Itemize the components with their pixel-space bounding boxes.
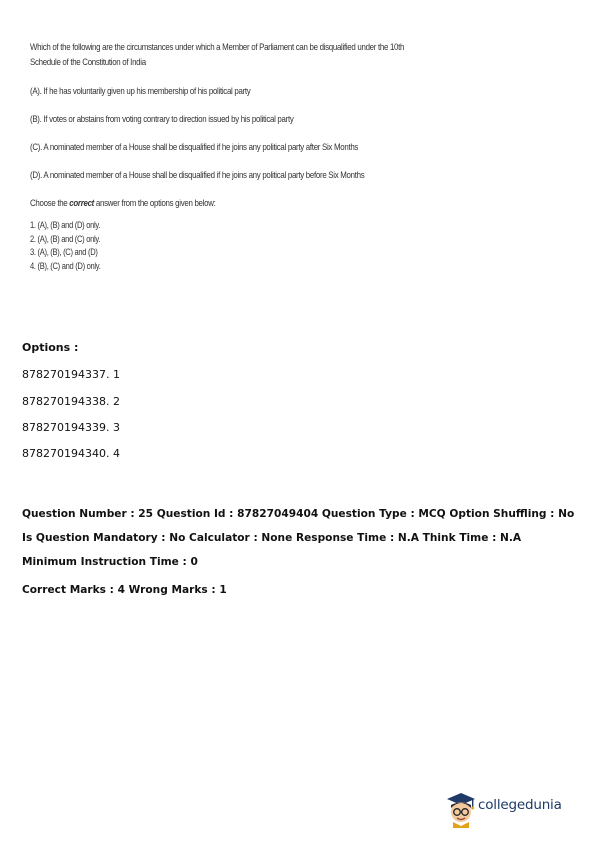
question-stem-line1: Which of the following are the circumstances under which a Member of Parliament can be disqualified under the 10th (30, 42, 405, 52)
answer-item: 4. (B), (C) and (D) only. (30, 260, 101, 271)
answer-item: 1. (A), (B) and (D) only. (30, 220, 101, 230)
option-item: 878270194339. 3 (22, 421, 120, 434)
choose-instruction (30, 198, 408, 208)
meta-line-3: Minimum Instruction Time : 0 (22, 556, 198, 568)
meta-line-1: Question Number : 25 Question Id : 87827049404 Question Type : MCQ Option Shuffling : No (22, 508, 575, 520)
answer-item: 3. (A), (B), (C) and (D) (30, 247, 98, 257)
choose-emphasis: correct (69, 198, 94, 208)
option-item: 878270194338. 2 (22, 395, 120, 408)
statement-b: (B). If votes or abstains from voting contrary to direction issued by his political party (30, 114, 294, 124)
answer-list (30, 219, 408, 273)
meta-line-2: Is Question Mandatory : No Calculator : None Response Time : N.A Think Time : N.A (22, 532, 522, 544)
option-item: 878270194340. 4 (22, 447, 120, 460)
question-meta (22, 502, 582, 602)
question-image (30, 40, 408, 273)
statement-d: (D). A nominated member of a House shall be disqualified if he joins any political party before Six Months (30, 170, 365, 180)
answer-item: 2. (A), (B) and (C) only. (30, 233, 101, 244)
option-item: 878270194337. 1 (22, 368, 120, 381)
statement-a: (A). If he has voluntarily given up his membership of his political party (30, 86, 251, 96)
question-stem-line2: Schedule of the Constitution of India (30, 57, 146, 67)
choose-prefix: Choose the (30, 198, 70, 208)
choose-suffix: answer from the options given below: (93, 198, 216, 208)
statement-c: (C). A nominated member of a House shall be disqualified if he joins any political party after Six Months (30, 142, 359, 152)
meta-line-4: Correct Marks : 4 Wrong Marks : 1 (22, 584, 227, 596)
brand-name: collegedunia (478, 797, 562, 813)
options-heading: Options : (22, 341, 79, 354)
